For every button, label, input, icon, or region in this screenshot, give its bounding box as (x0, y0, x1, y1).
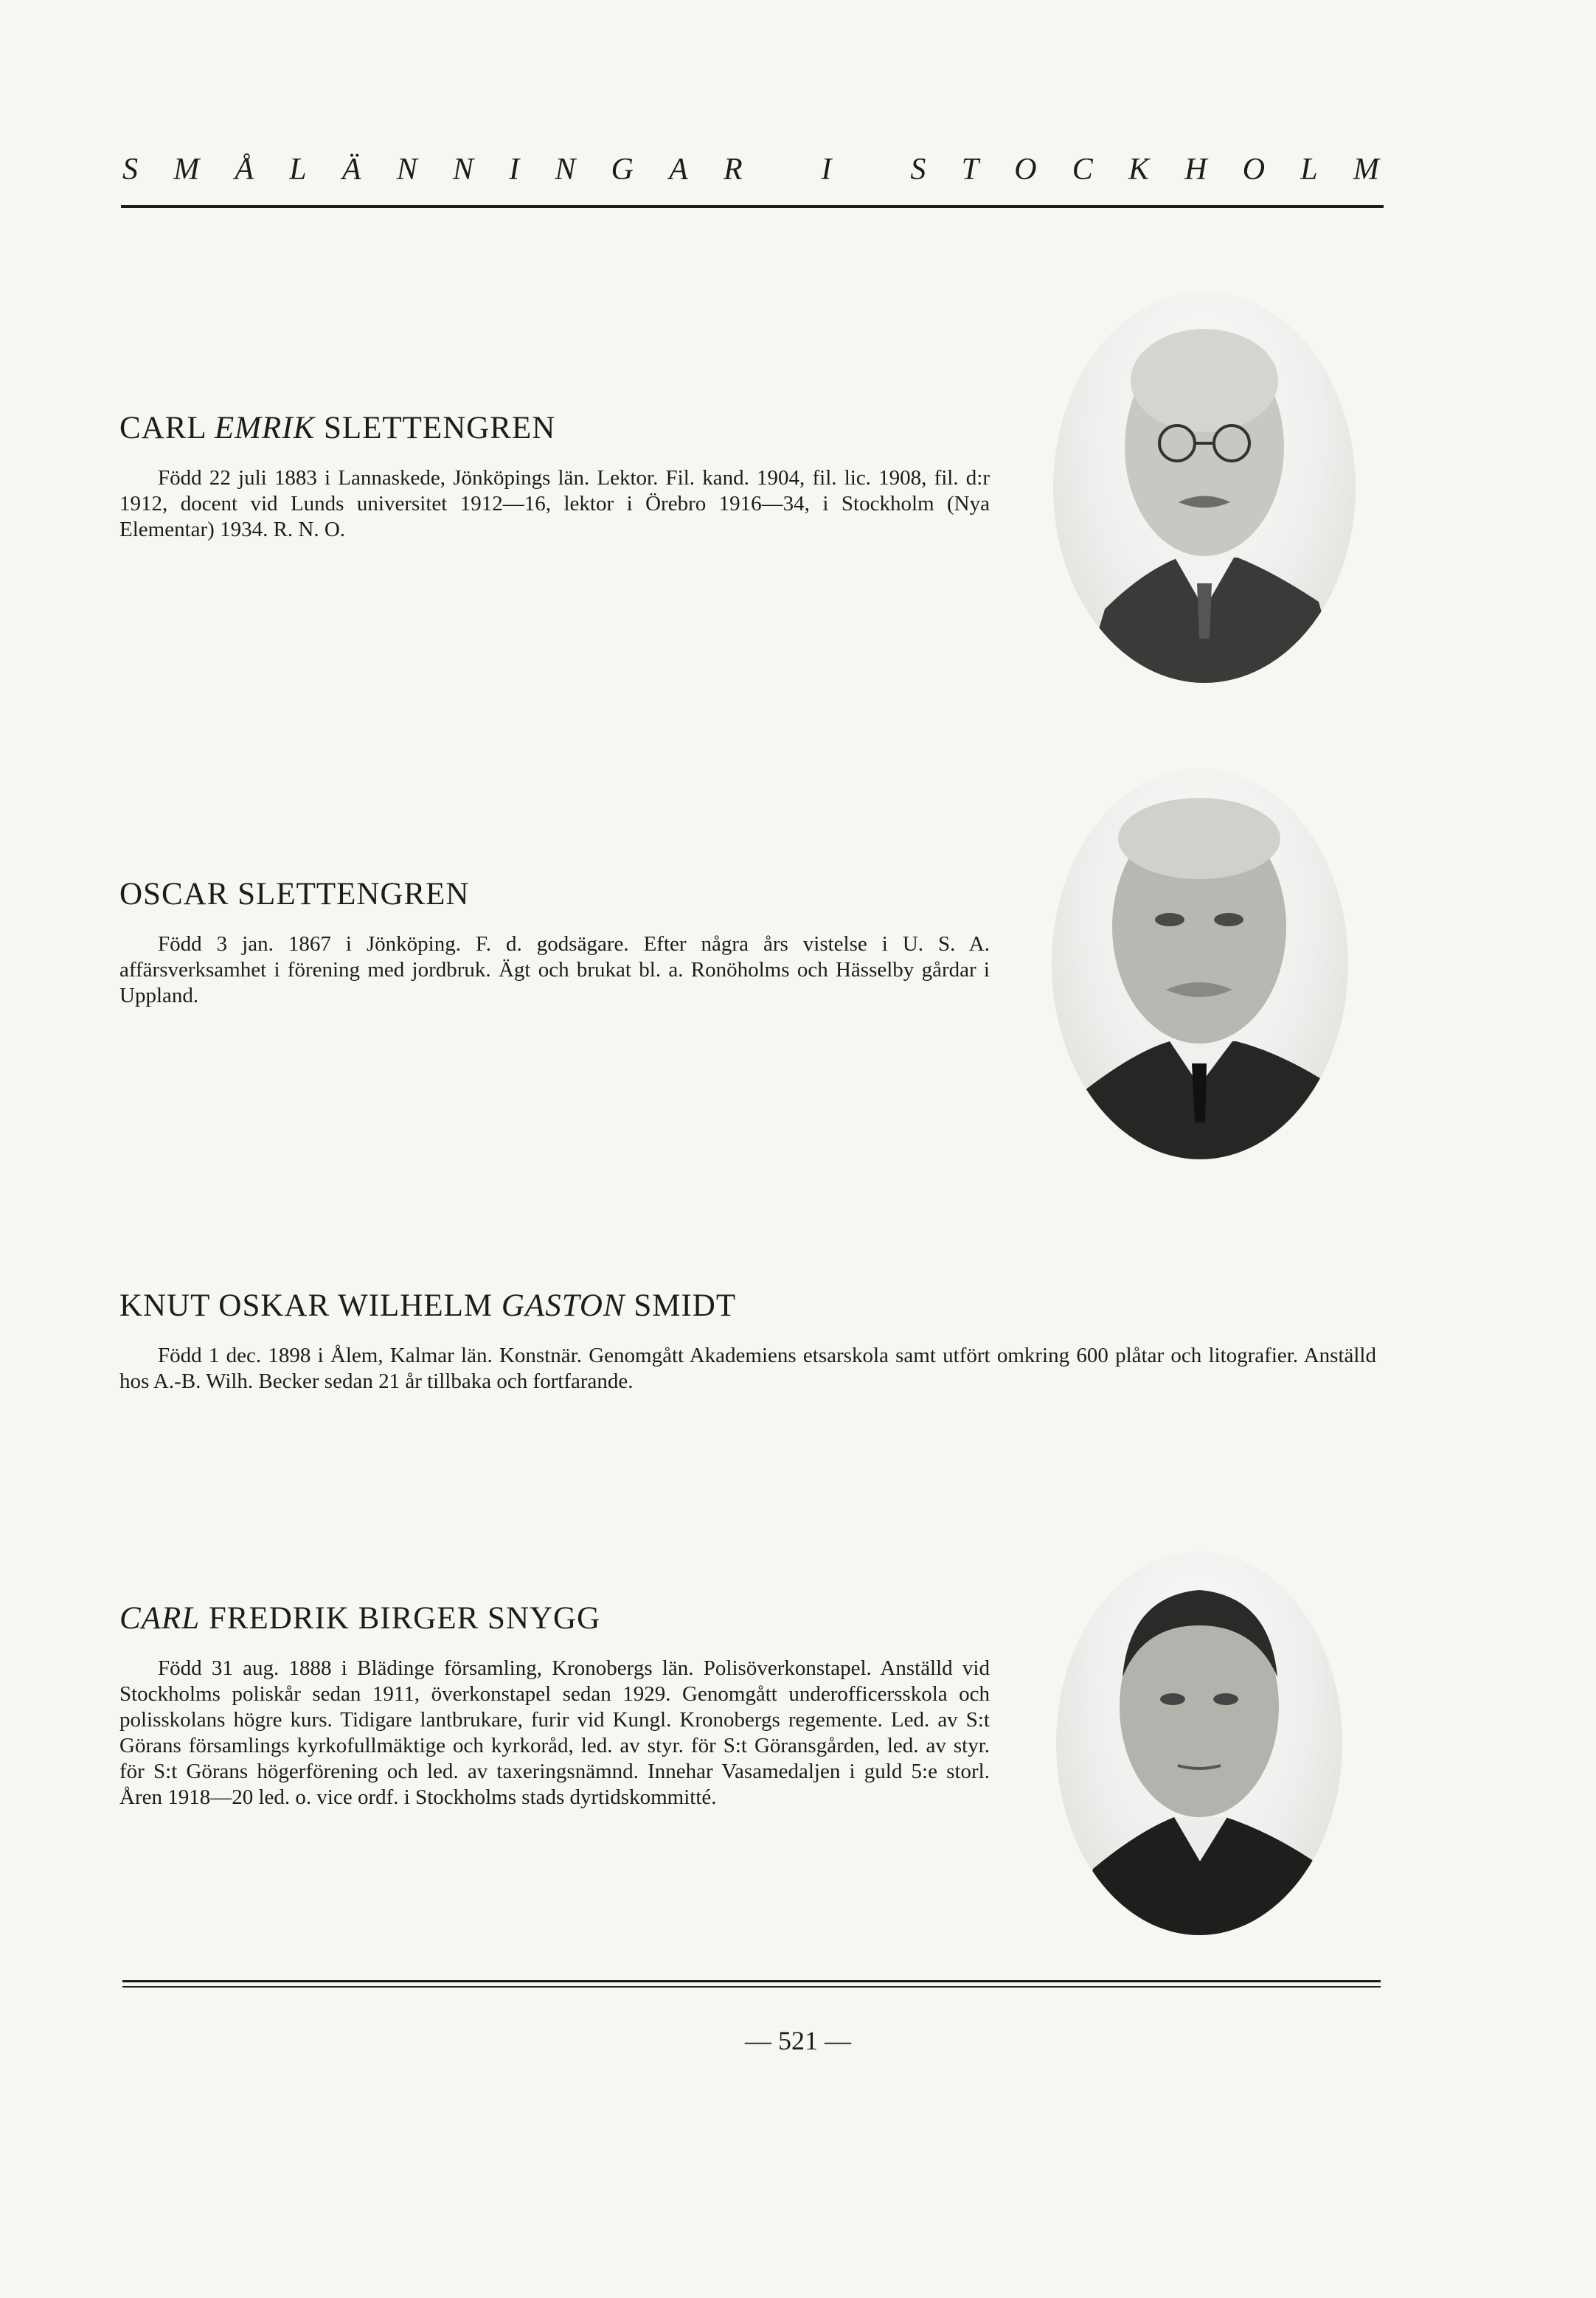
running-head-letter: H (1184, 153, 1207, 187)
name-part: FREDRIK BIRGER SNYGG (200, 1601, 601, 1636)
running-head-letter: I (509, 153, 520, 187)
running-head-letter: L (1300, 153, 1318, 187)
portrait-image (1056, 1552, 1342, 1935)
running-head-letter: O (1242, 153, 1266, 187)
running-head-letter: I (821, 153, 832, 187)
running-head-letter: S (122, 153, 138, 187)
footer-rule (122, 1980, 1381, 1982)
running-head-letter: N (555, 153, 576, 187)
portrait-photo (1052, 768, 1348, 1159)
running-head-letter: M (173, 153, 200, 187)
running-head-letter: Ä (341, 153, 361, 187)
person-name (119, 1600, 990, 1636)
biography-text: Född 3 jan. 1867 i Jönköping. F. d. godsägare. Efter några års vistelse i U. S. A. affärsverksamhet i förening med jordbruk. Ägt och brukat bl. a. Ronöholms och Hässelby gårdar i Uppland. (119, 932, 990, 1007)
person-name (119, 1288, 1376, 1324)
person-name (119, 876, 990, 912)
biography-entry (119, 1288, 1376, 1395)
name-part: KNUT OSKAR WILHELM (119, 1288, 502, 1323)
running-head-letter: C (1072, 153, 1093, 187)
biography-text: Född 31 aug. 1888 i Blädinge församling, Kronobergs län. Polisöverkonstapel. Anställd vid Stockholms poliskår sedan 1911, överkonstapel sedan 1929. Genomgått underofficersskola och polisskolans högre kurs. Tidigare lantbrukare, furir vid Kungl. Kronobergs regemente. Led. av S:t Görans församlings kyrkofullmäktige och kyrkoråd, led. av styr. för S:t Göransgården, led. av styr. för S:t Görans högerförening och led. av taxeringsnämnd. Innehar Vasamedaljen i guld 5:e storl. Åren 1918—20 led. o. vice ordf. i Stockholms stads dyrtidskommitté. (119, 1656, 990, 1809)
name-part: CARL (119, 411, 215, 445)
running-head-letter: L (289, 153, 307, 187)
running-head-letter: N (396, 153, 417, 187)
biography-text: Född 22 juli 1883 i Lannaskede, Jönköpings län. Lektor. Fil. kand. 1904, fil. lic. 1908, fil. d:r 1912, docent vid Lunds universitet 1912—16, lektor i Örebro 1916—34, i Stockholm (Nya Elementar) 1934. R. N. O. (119, 466, 990, 541)
running-head-letter (867, 152, 875, 187)
name-part: SLETTENGREN (315, 411, 556, 445)
running-head-letter: G (611, 153, 634, 187)
portrait-image (1053, 292, 1356, 683)
header-rule (121, 205, 1384, 208)
biography-entry (119, 1600, 990, 1811)
portrait-image (1052, 768, 1348, 1159)
running-head-letter: M (1353, 153, 1379, 187)
running-head-letter: N (452, 153, 473, 187)
running-head-letter: A (669, 153, 688, 187)
portrait-photo (1053, 292, 1356, 683)
running-head-letter: T (961, 153, 979, 187)
person-name (119, 410, 990, 446)
name-part: GASTON (501, 1288, 625, 1323)
running-head-letter: K (1128, 153, 1149, 187)
name-part: EMRIK (214, 411, 316, 445)
biography-entry (119, 876, 990, 1009)
portrait-photo (1056, 1552, 1342, 1935)
running-head-letter (778, 152, 786, 187)
name-part: OSCAR SLETTENGREN (119, 877, 470, 912)
footer-rule (122, 1986, 1381, 1988)
running-head-letter: O (1014, 153, 1037, 187)
biography-text: Född 1 dec. 1898 i Ålem, Kalmar län. Konstnär. Genomgått Akademiens etsarskola samt utfört omkring 600 plåtar och litografier. Anställd hos A.-B. Wilh. Becker sedan 21 år tillbaka och fortfarande. (119, 1344, 1376, 1393)
running-head-letter: S (910, 153, 926, 187)
running-head (122, 152, 1379, 187)
name-part: CARL (119, 1601, 201, 1636)
running-head-letter: Å (235, 153, 254, 187)
biography-entry (119, 410, 990, 543)
running-head-letter: R (723, 153, 743, 187)
name-part: SMIDT (625, 1288, 737, 1323)
page-number: — 521 — (745, 2026, 851, 2055)
